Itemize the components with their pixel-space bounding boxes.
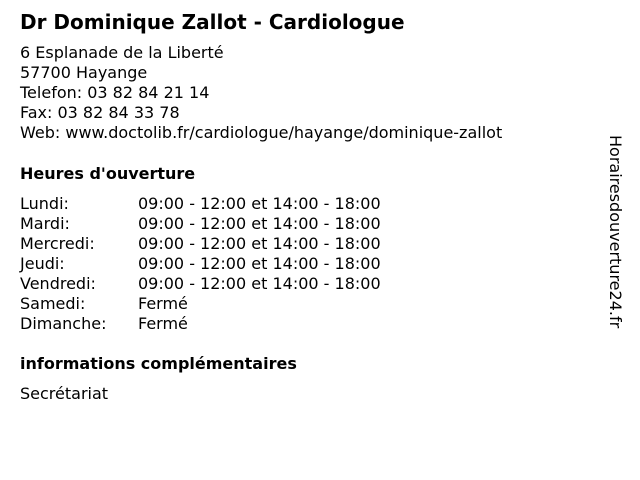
opening-hours-heading: Heures d'ouverture bbox=[20, 164, 196, 183]
hours-row-tuesday bbox=[20, 214, 381, 234]
hours-time-value: Fermé bbox=[138, 314, 188, 333]
opening-hours-table bbox=[20, 194, 381, 334]
hours-day-label: Vendredi: bbox=[20, 274, 96, 293]
fax-number: Fax: 03 82 84 33 78 bbox=[20, 103, 180, 122]
hours-time-value: Fermé bbox=[138, 294, 188, 313]
hours-time-value: 09:00 - 12:00 et 14:00 - 18:00 bbox=[138, 214, 381, 233]
contact-block bbox=[20, 43, 502, 143]
hours-row-sunday bbox=[20, 314, 381, 334]
hours-time-value: 09:00 - 12:00 et 14:00 - 18:00 bbox=[138, 194, 381, 213]
hours-row-wednesday bbox=[20, 234, 381, 254]
website-url: Web: www.doctolib.fr/cardiologue/hayange/dominique-zallot bbox=[20, 123, 503, 142]
page-title: Dr Dominique Zallot - Cardiologue bbox=[20, 10, 405, 34]
hours-row-thursday bbox=[20, 254, 381, 274]
hours-day-label: Dimanche: bbox=[20, 314, 107, 333]
hours-row-monday bbox=[20, 194, 381, 214]
additional-info-text: Secrétariat bbox=[20, 384, 109, 403]
hours-time-value: 09:00 - 12:00 et 14:00 - 18:00 bbox=[138, 274, 381, 293]
hours-row-saturday bbox=[20, 294, 381, 314]
hours-row-friday bbox=[20, 274, 381, 294]
hours-time-value: 09:00 - 12:00 et 14:00 - 18:00 bbox=[138, 254, 381, 273]
site-watermark: Horairesdouverture24.fr bbox=[606, 135, 625, 329]
phone-number: Telefon: 03 82 84 21 14 bbox=[20, 83, 210, 102]
hours-day-label: Lundi: bbox=[20, 194, 69, 213]
city-address: 57700 Hayange bbox=[20, 63, 148, 82]
hours-day-label: Samedi: bbox=[20, 294, 86, 313]
street-address: 6 Esplanade de la Liberté bbox=[20, 43, 224, 62]
additional-info-heading: informations complémentaires bbox=[20, 354, 297, 373]
hours-day-label: Mercredi: bbox=[20, 234, 95, 253]
hours-time-value: 09:00 - 12:00 et 14:00 - 18:00 bbox=[138, 234, 381, 253]
hours-day-label: Jeudi: bbox=[20, 254, 65, 273]
hours-day-label: Mardi: bbox=[20, 214, 70, 233]
